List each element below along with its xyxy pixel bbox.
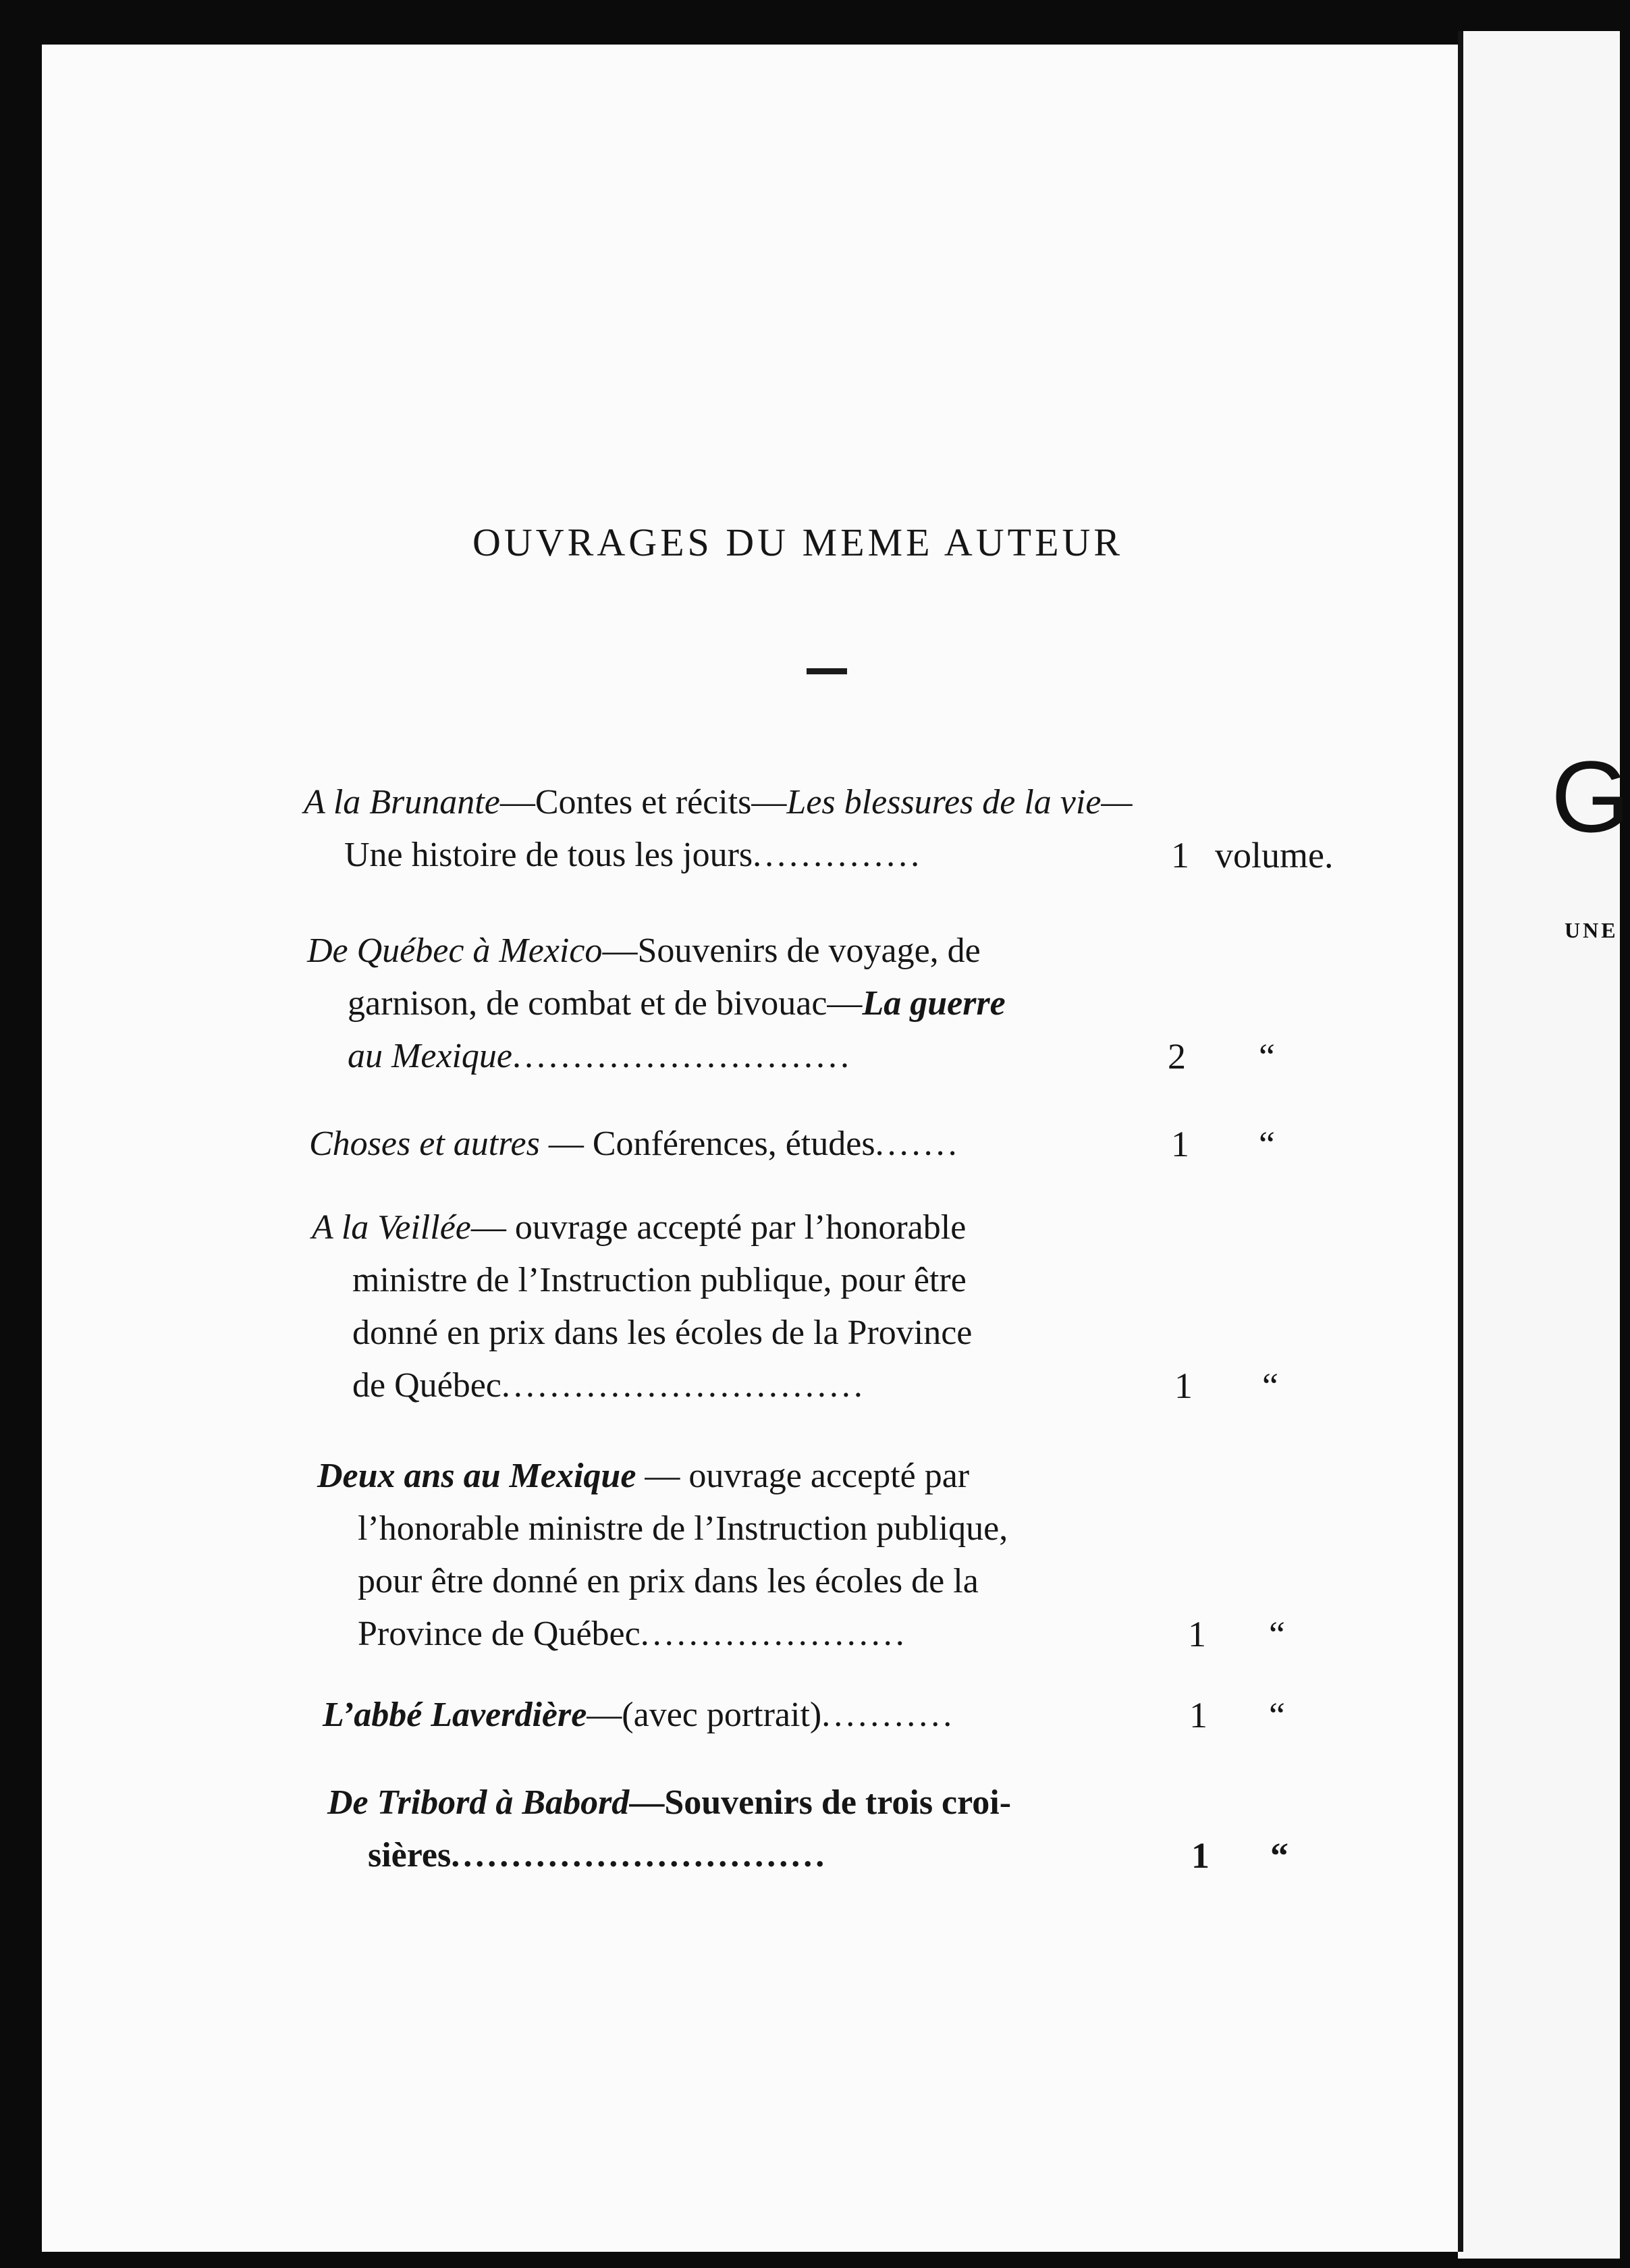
work-description: Province de Québec	[358, 1615, 641, 1653]
leader-dots: .......	[875, 1125, 960, 1163]
work-title-secondary: Les blessures de la vie—	[786, 783, 1133, 821]
work-title: Choses et autres	[309, 1125, 540, 1163]
work-description: ministre de l’Instruction publique, pour être	[352, 1261, 967, 1299]
work-title: L’abbé Laverdière	[323, 1696, 587, 1734]
leader-dots: ..............................	[501, 1366, 866, 1405]
work-entry-a-la-veillee	[312, 1202, 972, 1412]
leader-dots: ............................	[512, 1037, 853, 1075]
volume-count: 1	[1171, 1124, 1189, 1164]
volume-count: 1	[1171, 835, 1189, 875]
leader-dots: ......................	[640, 1615, 908, 1653]
work-title: De Québec à Mexico	[307, 932, 603, 970]
work-entry-choses-et-autres	[309, 1118, 960, 1170]
work-title: Deux ans au Mexique	[317, 1457, 636, 1495]
work-description: —(avec portrait)	[587, 1696, 822, 1734]
work-entry-labbe-laverdiere	[323, 1689, 955, 1742]
work-entry-deux-ans-au-mexique	[317, 1450, 1008, 1660]
right-page-edge	[1458, 31, 1620, 2259]
work-entry-a-la-brunante	[304, 776, 1133, 882]
work-title: A la Veillée	[312, 1208, 471, 1247]
work-title-secondary: La guerre	[862, 984, 1006, 1023]
work-description: —Souvenirs de trois croi-	[629, 1783, 1012, 1822]
ditto-mark: “	[1262, 1366, 1278, 1406]
work-subtitle: —Contes et récits—	[499, 783, 787, 821]
next-page-subtitle-fragment: UNE	[1565, 918, 1619, 942]
next-page-title-letter: G	[1551, 740, 1630, 853]
ditto-mark: “	[1269, 1695, 1285, 1735]
page-gutter-line	[1458, 31, 1463, 2252]
work-description: l’honorable ministre de l’Instruction publique,	[358, 1509, 1008, 1548]
work-description: Une histoire de tous les jours	[344, 836, 753, 874]
work-description: sières	[368, 1836, 452, 1874]
ditto-mark: “	[1269, 1614, 1285, 1654]
heading-rule	[807, 668, 847, 674]
ditto-mark: “	[1270, 1835, 1288, 1876]
work-description: — Conférences, études	[539, 1125, 875, 1163]
volume-count: 1	[1189, 1695, 1207, 1735]
work-description: — ouvrage accepté par l’honorable	[470, 1208, 967, 1247]
work-entry-de-quebec-a-mexico	[307, 925, 1006, 1083]
work-description: garnison, de combat et de bivouac—	[348, 984, 863, 1023]
volume-count: 1	[1191, 1835, 1210, 1876]
work-description: —Souvenirs de voyage, de	[602, 932, 981, 970]
work-entry-de-tribord-a-babord	[327, 1777, 1011, 1882]
work-title-secondary: au Mexique	[348, 1037, 513, 1075]
ditto-mark: “	[1259, 1036, 1275, 1077]
leader-dots: ...............................	[451, 1836, 828, 1874]
work-title: A la Brunante	[304, 783, 500, 821]
page-heading: OUVRAGES DU MEME AUTEUR	[472, 520, 1124, 564]
leader-dots: ..............	[753, 836, 923, 874]
work-description: pour être donné en prix dans les écoles de la	[358, 1562, 979, 1600]
ditto-mark: “	[1259, 1124, 1275, 1164]
work-description: — ouvrage accepté par	[636, 1457, 970, 1495]
work-description: donné en prix dans les écoles de la Province	[352, 1314, 973, 1352]
work-description: de Québec	[352, 1366, 501, 1405]
work-title: De Tribord à Babord	[327, 1783, 630, 1822]
volume-unit: volume.	[1215, 835, 1334, 875]
leader-dots: ...........	[821, 1696, 956, 1734]
volume-count: 1	[1188, 1614, 1206, 1654]
volume-count: 1	[1174, 1366, 1193, 1406]
volume-count: 2	[1168, 1036, 1186, 1077]
